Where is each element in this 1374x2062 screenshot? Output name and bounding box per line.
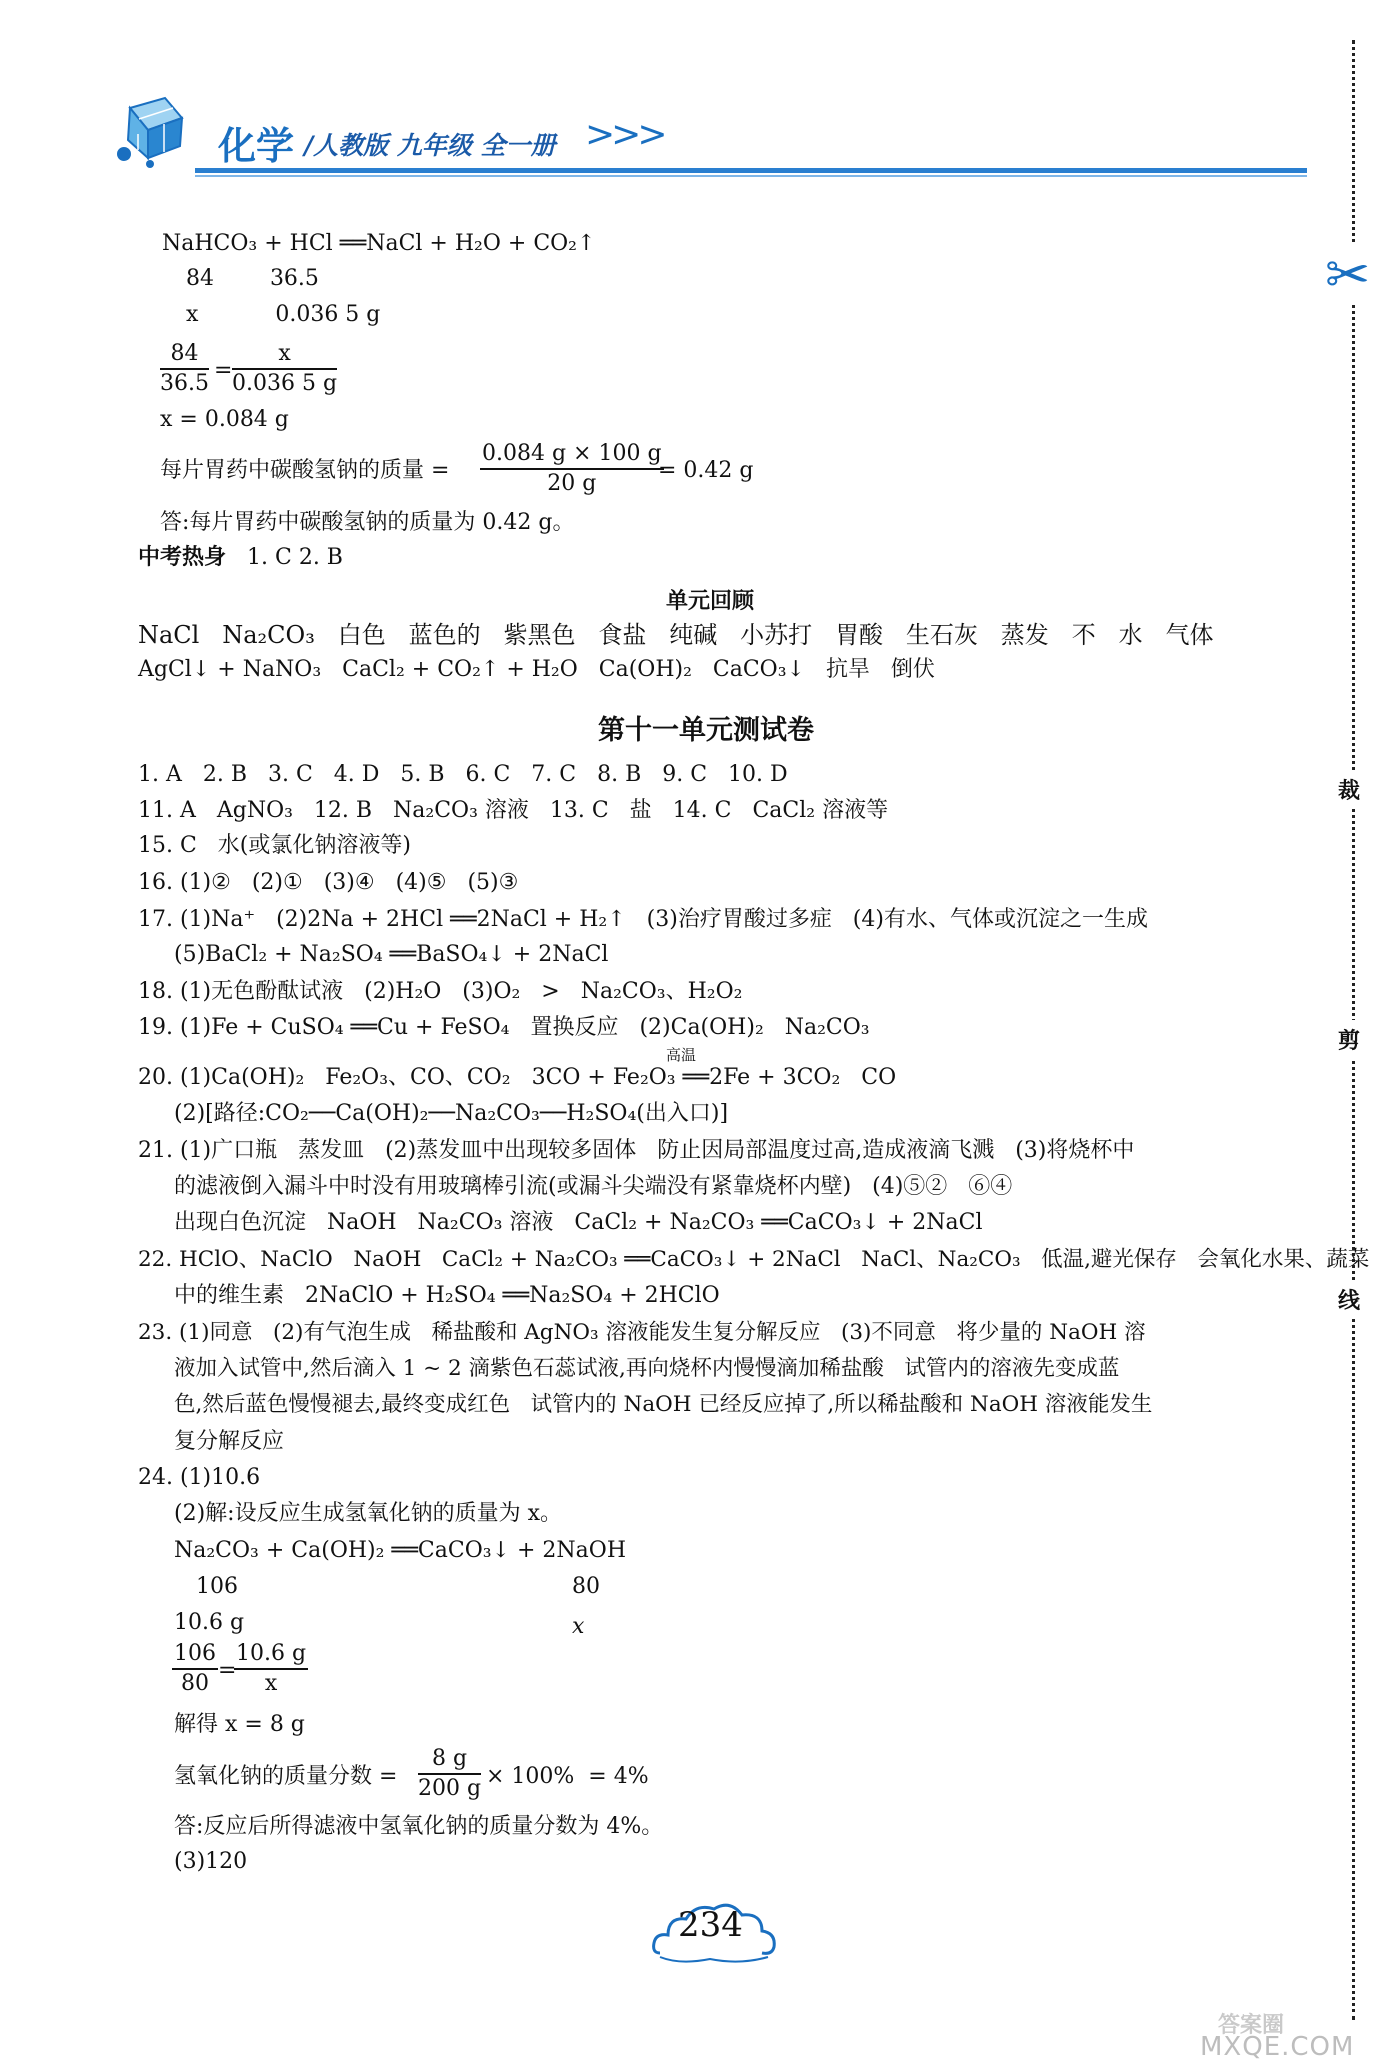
answer-line: 24. (1)10.6 xyxy=(138,1465,261,1490)
fraction-106-80 xyxy=(172,1640,218,1698)
fraction-denominator: x xyxy=(264,1671,278,1696)
answer-line: (2)解:设反应生成氢氧化钠的质量为 x。 xyxy=(174,1501,562,1526)
page-number: 234 xyxy=(678,1905,743,1945)
fraction-10.6-x xyxy=(234,1640,308,1698)
q24-molar-106: 106 xyxy=(196,1574,238,1599)
fraction-84-36.5 xyxy=(160,340,209,398)
mass-result: = 0.42 g xyxy=(658,458,754,483)
answer-line: 18. (1)无色酚酞试液 (2)H₂O (3)O₂ > Na₂CO₃、H₂O₂ xyxy=(138,979,743,1004)
fraction-numerator: 106 xyxy=(172,1640,218,1670)
fraction-numerator: 10.6 g xyxy=(234,1640,308,1670)
answer-line: (2)[路径:CO₂──Ca(OH)₂──Na₂CO₃──H₂SO₄(出入口)] xyxy=(174,1101,729,1126)
answer-line: 的滤液倒入漏斗中时没有用玻璃棒引流(或漏斗尖端没有紧靠烧杯内壁) (4)⑤② ⑥④ xyxy=(174,1174,1013,1199)
unit-test-title: 第十一单元测试卷 xyxy=(598,715,814,746)
percent-label: 氢氧化钠的质量分数 = xyxy=(174,1764,398,1789)
header-rule-thin xyxy=(195,175,1307,177)
answer-line: 中的维生素 2NaClO + H₂SO₄ ══Na₂SO₄ + 2HClO xyxy=(174,1283,720,1308)
answer-line: 复分解反应 xyxy=(174,1429,285,1454)
condition-high-temp: 高温 xyxy=(666,1046,697,1064)
fraction-numerator: x xyxy=(232,340,337,370)
chevrons-icon: >>> xyxy=(585,114,664,155)
solve-x: 解得 x = 8 g xyxy=(174,1712,305,1737)
answer-line: (5)BaCl₂ + Na₂SO₄ ══BaSO₄↓ + 2NaCl xyxy=(174,942,609,967)
answer-q24-part3: (3)120 xyxy=(174,1849,248,1874)
fraction-numerator: 0.084 g × 100 g xyxy=(480,440,664,470)
zhongkao-row xyxy=(138,543,343,573)
margin-label-cut2: 剪 xyxy=(1338,1020,1360,1059)
zhongkao-label: 中考热身 xyxy=(138,545,227,570)
fraction-denominator: 20 g xyxy=(547,471,597,496)
answer-line: 11. A AgNO₃ 12. B Na₂CO₃ 溶液 13. C 盐 14. C CaCl₂ 溶液等 xyxy=(138,798,889,823)
answer-line: 1. A 2. B 3. C 4. D 5. B 6. C 7. C 8. B 9. C 10. D xyxy=(138,762,788,787)
answer-line: 15. C 水(或氯化钠溶液等) xyxy=(138,833,411,858)
equals-sign: = xyxy=(214,358,233,383)
watermark: 答案圈 xyxy=(1218,2013,1285,2038)
scissors-icon: ✂ xyxy=(1325,243,1371,306)
fraction-numerator: 84 xyxy=(160,340,209,370)
unit-review-line1: NaCl Na₂CO₃ 白色 蓝色的 紫黑色 食盐 纯碱 小苏打 胃酸 生石灰 蒸发 不 水 气体 xyxy=(138,621,1214,649)
fraction-percent xyxy=(418,1745,481,1803)
mass-row: x 0.036 5 g xyxy=(186,302,381,327)
answer-q24: 答:反应后所得滤液中氢氧化钠的质量分数为 4%。 xyxy=(174,1814,664,1839)
answer-line: 出现白色沉淀 NaOH Na₂CO₃ 溶液 CaCl₂ + Na₂CO₃ ══CaCO₃↓ + 2NaCl xyxy=(174,1210,983,1235)
q24-molar-80: 80 xyxy=(572,1574,600,1599)
answer-prev: 答:每片胃药中碳酸氢钠的质量为 0.42 g。 xyxy=(160,510,575,535)
answer-line: 17. (1)Na⁺ (2)2Na + 2HCl ══2NaCl + H₂↑ (3)治疗胃酸过多症 (4)有水、气体或沉淀之一生成 xyxy=(138,907,1148,932)
fraction-numerator: 8 g xyxy=(418,1745,481,1775)
fraction-denominator: 200 g xyxy=(418,1776,482,1801)
unit-review-line2: AgCl↓ + NaNO₃ CaCl₂ + CO₂↑ + H₂O Ca(OH)₂ CaCO₃↓ 抗旱 倒伏 xyxy=(138,657,935,682)
fraction-x-0.0365 xyxy=(232,340,337,398)
unit-review-title: 单元回顾 xyxy=(666,589,755,614)
cube-logo-icon xyxy=(110,88,190,168)
header-rule xyxy=(195,168,1307,173)
zhongkao-answers: 1. C 2. B xyxy=(247,545,343,570)
molar-mass-row: 84 36.5 xyxy=(186,266,319,291)
page-header xyxy=(0,0,1374,190)
answer-line: 23. (1)同意 (2)有气泡生成 稀盐酸和 AgNO₃ 溶液能发生复分解反应 (3)不同意 将少量的 NaOH 溶 xyxy=(138,1320,1146,1345)
fraction-denominator: 36.5 xyxy=(160,371,209,396)
answer-line: 液加入试管中,然后滴入 1 ~ 2 滴紫色石蕊试液,再向烧杯内慢慢滴加稀盐酸 试管内的溶液先变成蓝 xyxy=(174,1356,1120,1381)
fraction-mass xyxy=(480,440,664,498)
answer-line: 16. (1)② (2)① (3)④ (4)⑤ (5)③ xyxy=(138,870,519,895)
margin-label-line: 线 xyxy=(1338,1280,1360,1319)
equation-nahco3: NaHCO₃ + HCl ══NaCl + H₂O + CO₂↑ xyxy=(162,231,596,256)
fraction-denominator: 80 xyxy=(181,1671,209,1696)
mass-label: 每片胃药中碳酸氢钠的质量 = xyxy=(160,458,450,483)
equals-sign: = xyxy=(218,1658,237,1683)
fraction-denominator: 0.036 5 g xyxy=(232,371,338,396)
watermark-url: MXQE.COM xyxy=(1200,2032,1355,2062)
answer-line: Na₂CO₃ + Ca(OH)₂ ══CaCO₃↓ + 2NaOH xyxy=(174,1538,627,1563)
margin-label-cut: 裁 xyxy=(1338,770,1360,809)
edition-subtitle: /人教版 九年级 全一册 xyxy=(304,131,556,160)
answer-line: 色,然后蓝色慢慢褪去,最终变成红色 试管内的 NaOH 已经反应掉了,所以稀盐酸和 NaOH 溶液能发生 xyxy=(174,1392,1153,1417)
q24-mass-10.6: 10.6 g xyxy=(174,1610,245,1635)
subject-title: 化学 xyxy=(218,124,295,168)
answer-line: 22. HClO、NaClO NaOH CaCl₂ + Na₂CO₃ ══CaCO₃↓ + 2NaCl NaCl、Na₂CO₃ 低温,避光保存 会氧化水果、蔬菜 xyxy=(138,1247,1370,1272)
percent-result: × 100% = 4% xyxy=(486,1764,649,1789)
answer-line: 21. (1)广口瓶 蒸发皿 (2)蒸发皿中出现较多固体 防止因局部温度过高,造成液滴飞溅 (3)将烧杯中 xyxy=(138,1138,1135,1163)
answer-line: 19. (1)Fe + CuSO₄ ══Cu + FeSO₄ 置换反应 (2)Ca(OH)₂ Na₂CO₃ xyxy=(138,1015,870,1040)
answer-line: 20. (1)Ca(OH)₂ Fe₂O₃、CO、CO₂ 3CO + Fe₂O₃ ══2Fe + 3CO₂ CO xyxy=(138,1065,897,1090)
q24-mass-x: x xyxy=(572,1614,585,1639)
x-result: x = 0.084 g xyxy=(160,407,289,432)
